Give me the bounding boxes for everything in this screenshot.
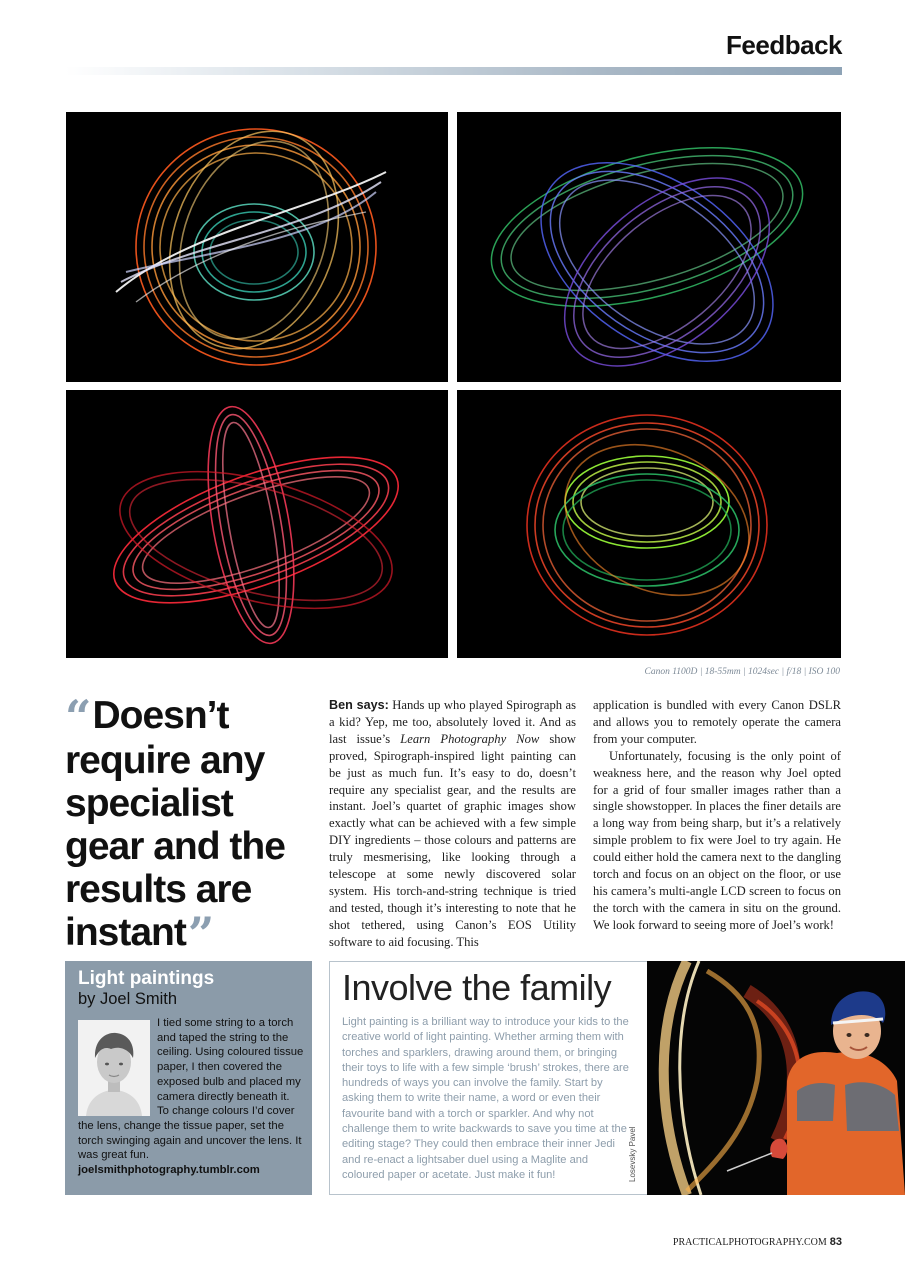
- reader-box-title: Light paintings: [78, 968, 215, 989]
- spirograph-green-red: [457, 390, 841, 658]
- quote-open-mark: “: [65, 690, 91, 744]
- header-rule: [65, 67, 842, 75]
- article-column-1: [329, 697, 576, 951]
- light-painting-photo-2: [457, 112, 841, 382]
- article-paragraph-1: Ben says: Hands up who played Spirograph as a kid? Yep, me too, absolutely loved it. And as last issue’s Learn Photography Now show proved, Spirograph-inspired light painting can be just as much fun. It’s easy to do, doesn’t require any specialist gear, and the results are instant. Joel’s quartet of graphic images show exactly what can be achieved with a few simple DIY ingredients – those colours and patterns are truly mesmerising, like looking through a telescope at some newly discovered solar system. His torch-and-string technique is tried and tested, though it’s interesting to note that he shot tethered, using Canon’s EOS Utility software to aid focusing. This: [329, 698, 576, 949]
- photo-caption: Canon 1100D | 18-55mm | 1024sec | f/18 | ISO 100: [644, 667, 840, 677]
- article-column-2: [593, 697, 841, 934]
- spirograph-red: [66, 390, 448, 658]
- article-paragraph-2: Unfortunately, focusing is the only point of weakness here, and the reason why Joel opted for a grid of four smaller images rather than a single showstopper. In places the finer details are a long way from being sharp, but it’s a relatively simple problem to fix were Joel to try again. He could either hold the camera next to the dangling torch and focus on an object on the floor, or use his camera’s multi-angle LCD screen to focus on the torch with the camera in situ on the ground. We look forward to seeing more of Joel’s work!: [593, 748, 841, 932]
- light-painting-photo-4: [457, 390, 841, 658]
- family-box-text: Light painting is a brilliant way to introduce your kids to the creative world of light painting. Whether arming them with torches and sparklers, drawing around them, or bringing their toys to life with a few simple ‘brush’ strokes, there are hundreds of ways you can involve the family. Start by asking them to write their name, a word or even their favourite band with a torch or sparkler. And why not challenge them to write backwards to save you time at the editing stage? They could then embrace their inner Jedi and re-enact a lightsaber duel using a Maglite and coloured paper or acetate. Just make it fun!: [342, 1016, 629, 1181]
- quote-close-mark: ”: [187, 907, 214, 961]
- page-number: 83: [829, 1236, 842, 1248]
- child-with-sparkler-image: [647, 961, 905, 1195]
- light-painting-photo-1: [66, 112, 448, 382]
- photo-credit: Losevsky Pavel: [628, 1126, 637, 1182]
- spirograph-blue-green: [457, 112, 841, 382]
- reader-byline: by Joel Smith: [78, 990, 178, 1008]
- section-title: Feedback: [726, 30, 842, 60]
- article-magazine-title: Learn Photography Now: [400, 731, 540, 746]
- article-paragraph-1-continued: application is bundled with every Canon DSLR and allows you to remotely operate the camera from your computer.: [593, 698, 841, 746]
- pull-quote: [65, 690, 315, 961]
- article-lead: Ben says:: [329, 698, 389, 712]
- reader-description: I tied some string to a torch and taped the string to the ceiling. Using coloured tissue paper, I then covered the exposed bulb and placed my camera directly beneath it. To change colours I’d cover the lens, change the tissue paper, set the torch swinging again and uncover the lens. It was great fun. joelsmithphotography.tumblr.com: [78, 1017, 304, 1177]
- child-sparkler-photo: [647, 961, 905, 1195]
- footer-website: PRACTICALPHOTOGRAPHY.COM: [672, 1237, 827, 1248]
- spirograph-orange-white: [66, 112, 448, 382]
- reader-website-link[interactable]: joelsmithphotography.tumblr.com: [78, 1164, 260, 1177]
- pull-quote-text: Doesn’t require any specialist gear and the results are instant: [65, 694, 285, 954]
- page-footer: [560, 1236, 842, 1248]
- family-box-title: Involve the family: [342, 967, 612, 1008]
- light-painting-photo-3: [66, 390, 448, 658]
